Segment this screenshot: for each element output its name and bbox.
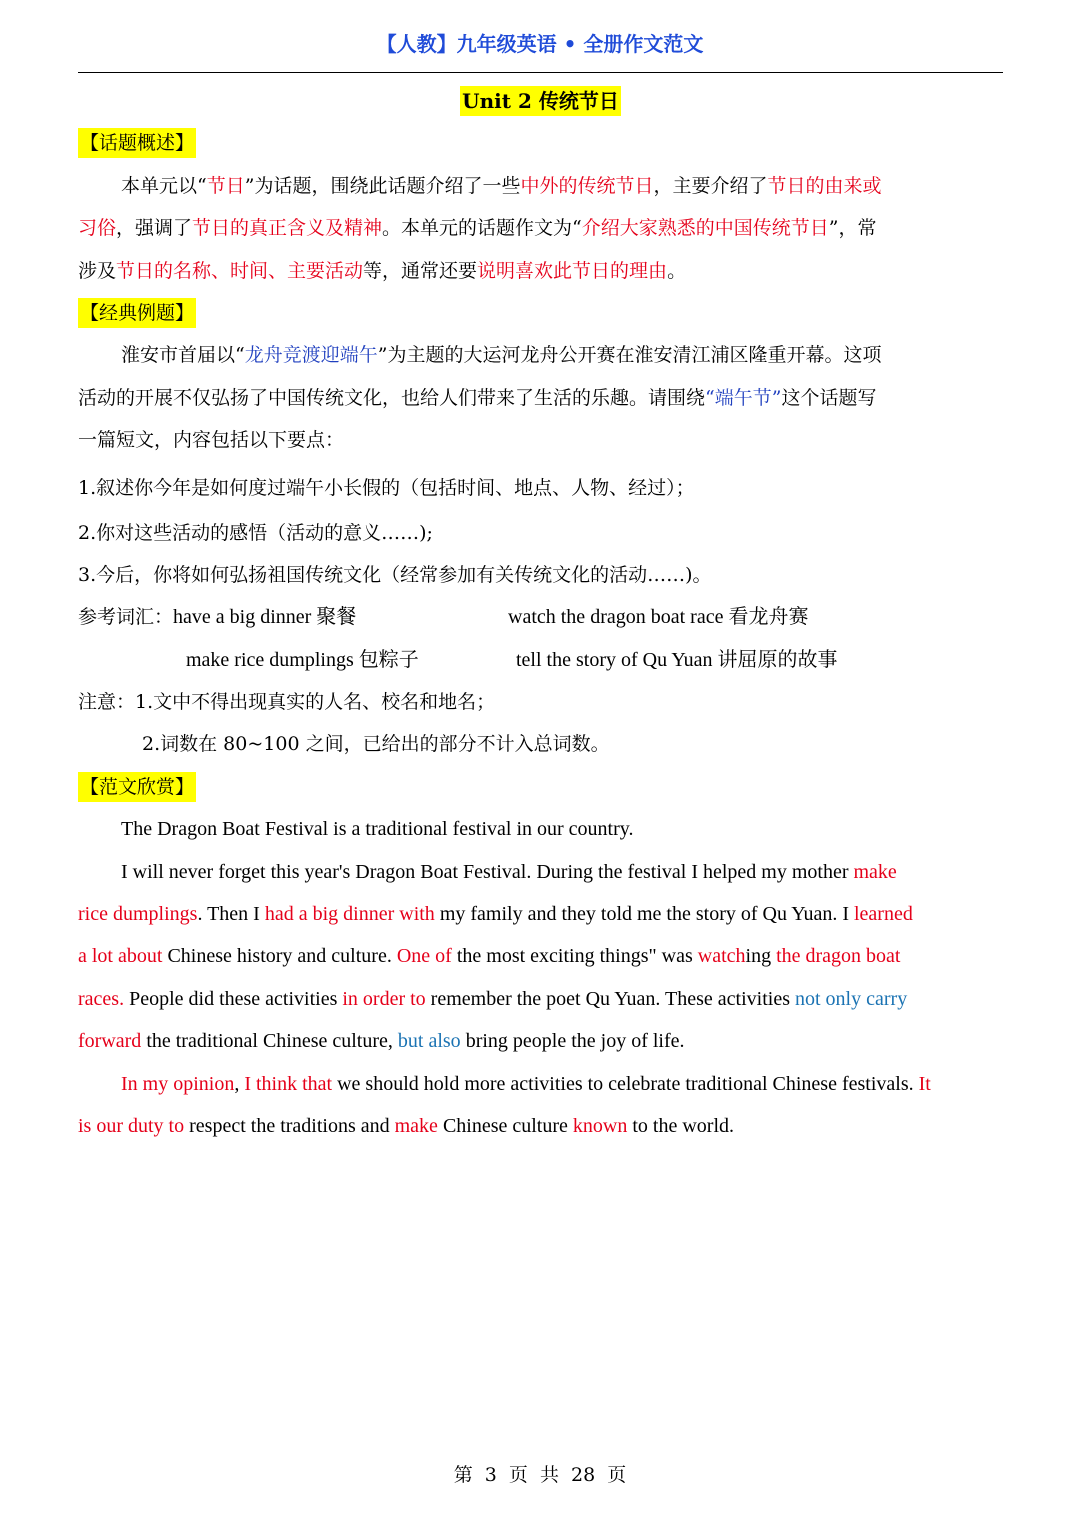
vocab-item: have a big dinner 聚餐 [173,606,357,629]
text: the most exciting things" was [451,945,698,968]
section-heading-overview [78,122,1003,164]
essay-line-5 [78,978,1003,1020]
highlight-text: 说明喜欢此节日的理由 [477,259,668,282]
text: to the world. [627,1114,735,1137]
text: 本单元以“ [121,174,207,197]
overview-line-1 [78,165,1003,207]
key-phrase: races. [78,987,125,1010]
key-phrase: learned [854,903,913,926]
requirement-2: 2.你对这些活动的感悟（活动的意义……); [78,521,433,544]
key-phrase: make [394,1114,438,1137]
highlight-text: 龙舟竞渡迎端午 [244,344,378,367]
highlight-text: 节日的名称、时间、主要活动 [116,259,364,282]
vocab-label: 参考词汇： [78,606,174,629]
highlight-text: 节日的真正含义及精神 [192,217,383,240]
overview-line-2 [78,207,1003,249]
example-line-3: 一篇短文，内容包括以下要点： [78,429,345,452]
key-phrase: but also [397,1030,461,1053]
essay-line-1: The Dragon Boat Festival is a traditional festival in our country. [121,818,634,841]
key-phrase: known [572,1114,628,1137]
vocab-item: make rice dumplings 包粽子 [186,648,419,671]
text: remember the poet Qu Yuan. These activities [425,987,795,1010]
page-number: 第 3 页 共 28 页 [453,1464,627,1486]
text: I will never forget this year's Dragon Boat Festival. During the festival I helped my mother [121,860,854,883]
key-phrase: rice dumplings [78,903,198,926]
text: . Then I [197,903,265,926]
section-label: 【经典例题】 [78,298,196,328]
section-heading-example [78,292,1003,334]
text: the traditional Chinese culture, [141,1030,398,1053]
key-phrase: watch [697,945,746,968]
text: ”为主题的大运河龙舟公开赛在淮安清江浦区隆重开幕。这项 [377,344,882,367]
essay-line-7 [78,1063,1003,1105]
key-phrase: I think that [244,1072,333,1095]
key-phrase: make [853,860,897,883]
unit-title: Unit 2 传统节日 [460,86,621,116]
essay-line-3 [78,893,1003,935]
key-phrase: In my opinion [121,1072,235,1095]
essay-line-2 [78,851,1003,893]
example-line-1 [78,334,1003,376]
text: 涉及 [78,259,117,282]
unit-title-line [78,80,1003,122]
text: my family and they told me the story of Qu Yuan. I [434,903,854,926]
essay-line-4 [78,935,1003,977]
key-phrase: the dragon boat [776,945,901,968]
text: ing [745,945,777,968]
highlight-text: 习俗 [78,217,117,240]
vocab-row-1 [78,596,1003,638]
note-1: 注意：1.文中不得出现真实的人名、校名和地名； [78,691,496,714]
section-heading-model [78,766,1003,808]
text: , [234,1072,245,1095]
text: People did these activities [124,987,343,1010]
text: 等，通常还要 [363,259,478,282]
text: bring people the joy of life. [460,1030,685,1053]
header-divider [78,72,1003,73]
text: we should hold more activities to celebrate traditional Chinese festivals. [332,1072,919,1095]
text: 。 [667,259,687,282]
page-content [78,80,1003,1147]
key-phrase: is our duty to [78,1114,185,1137]
highlight-text: “端午节” [705,386,782,409]
key-phrase: One of [396,945,452,968]
text: 。本单元的话题作文为“ [382,217,582,240]
section-label: 【话题概述】 [78,128,196,158]
text: Chinese culture [437,1114,573,1137]
requirement-1: 1.叙述你今年是如何度过端午小长假的（包括时间、地点、人物、经过）； [78,476,695,499]
text: ”，常 [828,217,877,240]
essay-line-6 [78,1020,1003,1062]
highlight-text: 中外的传统节日 [520,174,654,197]
key-phrase: a lot about [78,945,163,968]
vocab-row-2 [78,639,1003,681]
key-phrase: not only carry [795,987,908,1010]
key-phrase: forward [78,1030,142,1053]
key-phrase: in order to [342,987,426,1010]
highlight-text: 介绍大家熟悉的中国传统节日 [581,217,829,240]
note-2: 2.词数在 80~100 之间，已给出的部分不计入总词数。 [142,733,610,756]
text: 淮安市首届以“ [121,344,245,367]
highlight-text: 节日 [206,174,245,197]
text: ”为话题，围绕此话题介绍了一些 [244,174,521,197]
key-phrase: It [918,1072,931,1095]
example-line-2 [78,377,1003,419]
section-label: 【范文欣赏】 [78,772,196,802]
text: ，主要介绍了 [653,174,768,197]
text: Chinese history and culture. [162,945,397,968]
overview-line-3 [78,250,1003,292]
text: 活动的开展不仅弘扬了中国传统文化，也给人们带来了生活的乐趣。请围绕 [78,386,706,409]
vocab-item: tell the story of Qu Yuan 讲屈原的故事 [516,648,838,671]
requirement-3: 3.今后，你将如何弘扬祖国传统文化（经常参加有关传统文化的活动……)。 [78,563,712,586]
key-phrase: had a big dinner with [264,903,435,926]
text: ，强调了 [116,217,193,240]
essay-line-8 [78,1105,1003,1147]
highlight-text: 节日的由来或 [767,174,882,197]
vocab-item: watch the dragon boat race 看龙舟赛 [508,606,809,629]
text: 这个话题写 [781,386,877,409]
text: respect the traditions and [184,1114,395,1137]
page-header: 【人教】九年级英语 • 全册作文范文 [376,32,704,56]
